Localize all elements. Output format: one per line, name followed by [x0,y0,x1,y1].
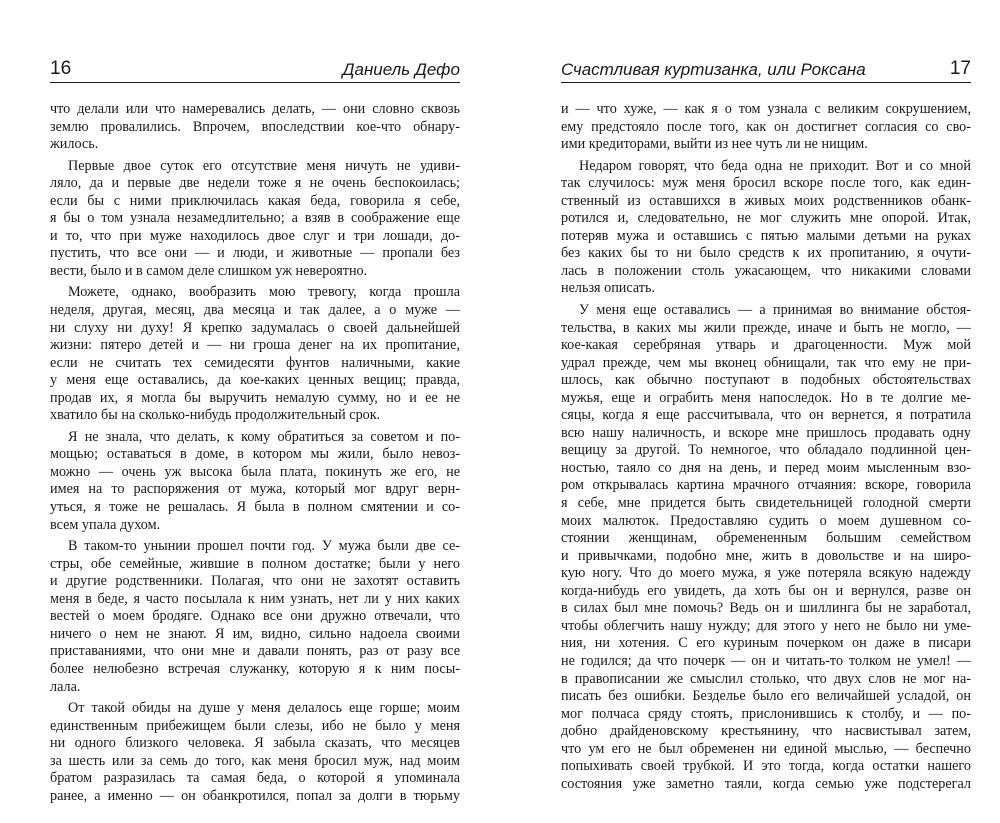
text-line: что ум его не был обременен ни единой мыслью, — беспечно [561,740,971,757]
text-line: я бы о том узнала незамедлительно; а взяв в соображение еще [50,210,460,227]
left-page-header [50,58,460,83]
text-line: можно — очень уж высока была плата, покинуть же его, не [50,463,460,480]
text-line: добно драйденовскому крестьянину, что насвистывал затем, [561,723,971,740]
text-line: и то, что при муже находилось двое слуг и три лошади, до- [50,227,460,244]
text-line: стоянии женщинам, обремененным большим семейством [561,530,971,547]
paragraph [50,700,460,805]
text-line: в правописании же смыслил столько, что двух слов не мог на- [561,670,971,687]
text-line: сяцы, когда я еще рассчитывала, что он вернется, я потратила [561,407,971,424]
text-line: ничего о нем не знают. Я им, видно, сильно надоела своими [50,625,460,642]
text-line: Можете, однако, вообразить мою тревогу, когда прошла [68,284,460,301]
text-line: если бы с ними приключилась какая беда, говорила я себе, [50,192,460,209]
text-line: ни слуху ни духу! Я крепко задумалась о своей дальнейшей [50,319,460,336]
text-line: ностью, таяло со дня на день, и перед моим мысленным взо- [561,459,971,476]
text-line: уться, я тоже не решалась. Я была в полном смятении и со- [50,499,460,516]
text-line: У меня еще оставались — а принимая во внимание обстоя- [579,302,971,319]
text-line: жилось. [50,136,99,153]
text-line: в силах был мне помочь? Ведь он и шиллинга бы не заработал, [561,600,971,617]
text-line: жизни: пятеро детей и — ни гроша денег на их пропитание, [50,337,460,354]
text-line: и другие родственники. Полагая, что они не захотят оставить [50,573,460,590]
text-line: мощью; оставаться в доме, в котором мы жили, было невоз- [50,446,460,463]
left-page-body [50,101,460,805]
text-line: кую ногу. Что до моего мужа, я уже потеряла всякую надежду [561,565,971,582]
text-line: писать без ошибки. Безделье было его величайшей усладой, он [561,688,971,705]
text-line: вестей о моем бродяге. Однако все они дружно отвечали, что [50,608,460,625]
text-line: без каких бы то ни было средств к их пропитанию, я очути- [561,245,971,262]
right-page [561,58,971,797]
paragraph [561,302,971,793]
text-line: хватило бы на сколько-нибудь продолжительный срок. [50,407,381,424]
text-line: ранее, а именно — он обанкротился, попал за долги в тюрьму [50,787,460,804]
paragraph [50,101,460,154]
text-line: мог полчаса сряду стоять, прислонившись к столбу, и — по- [561,705,971,722]
text-line: шлось, как обычно поступают в подобных обстоятельствах [561,372,971,389]
right-running-head: Счастливая куртизанка, или Роксана [561,60,866,79]
left-page [50,58,460,809]
text-line: пустить, что все они — и люди, и животные — пропали без [50,245,460,262]
text-line: вести, было и в самом деле слишком уж невероятно. [50,262,368,279]
text-line: вещицу за другой. То немногое, что обладало подлинной цен- [561,442,971,459]
text-line: землю провалились. Впрочем, впоследствии кое-что обнару- [50,118,460,135]
text-line: чтобы облегчить нашу нужду; для этого у него не было ни уме- [561,617,971,634]
left-running-head: Даниель Дефо [342,60,460,79]
text-line: братом разразилась та самая беда, о которой я упоминала [50,770,460,787]
right-page-body [561,101,971,793]
text-line: ротился и, следовательно, не мог служить мне опорой. Итак, [561,210,971,227]
text-line: лала. [50,678,81,695]
text-line: В таком-то унынии прошел почти год. У мужа были две се- [68,538,460,555]
text-line: тельства, в каких мы жили прежде, иначе и быть не могло, — [561,319,971,336]
right-page-header [561,58,971,83]
text-line: ром открывалась картина мрачного отчаяния: вскоре, говорила [561,477,971,494]
right-page-number: 17 [949,58,971,79]
text-line: если не считать тех семидесяти фунтов наличными, какие [50,354,460,371]
text-line: нельзя описать. [561,280,656,297]
text-line: удрал прежде, чем мы вконец обнищали, так что ему не при- [561,354,971,371]
text-line: и — что хуже, — как я о том узнала с великим сокрушением, [561,101,971,117]
paragraph [561,158,971,298]
text-line: состояния уже заметно таяли, когда семью уже подстерегал [561,775,971,792]
text-line: ими кредиторами, выйти из нее чуть ли не нищим. [561,136,868,153]
text-line: ния, ни хотения. С его куриным почерком он даже в писари [561,635,971,652]
text-line: Первые двое суток его отсутствие меня ничуть не удиви- [68,157,460,174]
text-line: за шесть или за семь до того, как меня бросил муж, над моим [50,752,460,769]
text-line: что делали или что намеревались делать, — они словно сквозь [50,101,460,117]
text-line: более нелюбезно встречая служанку, которую я к ним посы- [50,660,460,677]
text-line: попыхивать своей трубкой. И это тогда, когда остатки нашего [561,758,971,775]
text-line: кое-какая серебряная утварь и драгоценности. Муж мой [561,337,971,354]
text-line: продав их, я могла бы выручить немалую сумму, но и ее не [50,389,460,406]
text-line: стры, обе семейные, жившие в полном достатке; были у него [50,555,460,572]
text-line: ственный из оставшихся в живых моих родственников обанк- [561,192,971,209]
text-line: ляло, да и первые две недели тоже я не очень беспокоилась; [50,175,460,192]
text-line: всю нашу наличность, и вскоре мне пришлось продавать одну [561,424,971,441]
text-line: когда-нибудь его увидеть, да хоть бы он и вернулся, разве он [561,582,971,599]
text-line: меня в беде, я часто посылала к ним узнать, нет ли у них каких [50,590,460,607]
text-line: так случилось: муж меня бросил вскоре после того, как един- [561,175,971,192]
paragraph [50,538,460,696]
text-line: мужья, еще и ограбить меня напоследок. Но в те долгие ме- [561,389,971,406]
paragraph [50,429,460,534]
text-line: всем упала духом. [50,516,161,533]
text-line: ни одного близкого человека. Я забыла сказать, что месяцев [50,735,460,752]
text-line: неделя, другая, месяц, два месяца и так далее, а о муже — [50,302,460,319]
left-page-number: 16 [50,58,72,79]
text-line: приставаниями, что они мне и давали понять, раз от разу все [50,643,460,660]
text-line: потеряв мужа и оставшись с пятью малыми детьми на руках [561,227,971,244]
text-line: От такой обиды на душе у меня делалось еще горше; моим [68,700,460,717]
paragraph [50,158,460,281]
paragraph [50,284,460,424]
paragraph [561,101,971,154]
text-line: лась в положении столь ужасающем, что никакими словами [561,262,971,279]
text-line: у меня еще оставались, да кое-каких ценных вещиц; правда, [50,372,460,389]
text-line: не годился; да что почерк — он и читать-то толком не умел! — [561,652,971,669]
text-line: ему предстояло после того, как он достигнет согласия со сво- [561,118,971,135]
text-line: единственным прибежищем были слезы, ибо не было у меня [50,717,460,734]
text-line: и привычками, подобно мне, жить в довольстве и на широ- [561,547,971,564]
text-line: Недаром говорят, что беда одна не приходит. Вот и со мной [579,157,971,174]
text-line: я себе, мне придется быть свидетельницей голодной смерти [561,495,971,512]
text-line: моих малюток. Предоставляю судить о моем душевном со- [561,512,971,529]
text-line: Я не знала, что делать, к кому обратиться за советом и по- [68,428,460,445]
text-line: имея на то распоряжения от мужа, который мог вдруг верн- [50,481,460,498]
